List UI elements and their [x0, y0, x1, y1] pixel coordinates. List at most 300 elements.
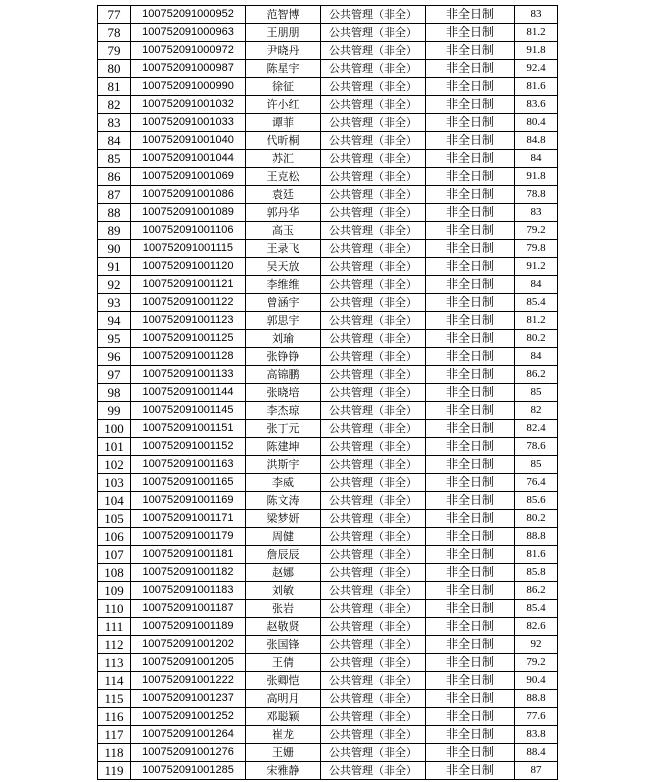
row-number-cell: 87	[98, 186, 131, 204]
candidate-name-cell: 赵娜	[246, 564, 321, 582]
candidate-id-cell: 100752091001179	[131, 528, 246, 546]
major-cell: 公共管理（非全）	[321, 762, 426, 780]
major-cell: 公共管理（非全）	[321, 690, 426, 708]
study-mode-cell: 非全日制	[426, 384, 515, 402]
row-number-cell: 77	[98, 6, 131, 24]
score-cell: 84	[515, 348, 558, 366]
candidate-name-cell: 王朋朋	[246, 24, 321, 42]
row-number-cell: 96	[98, 348, 131, 366]
score-cell: 80.4	[515, 114, 558, 132]
major-cell: 公共管理（非全）	[321, 456, 426, 474]
row-number-cell: 97	[98, 366, 131, 384]
major-cell: 公共管理（非全）	[321, 258, 426, 276]
row-number-cell: 88	[98, 204, 131, 222]
candidate-name-cell: 张晓培	[246, 384, 321, 402]
row-number-cell: 90	[98, 240, 131, 258]
row-number-cell: 118	[98, 744, 131, 762]
candidate-id-cell: 100752091001120	[131, 258, 246, 276]
score-cell: 90.4	[515, 672, 558, 690]
study-mode-cell: 非全日制	[426, 240, 515, 258]
table-row	[98, 672, 558, 690]
score-cell: 86.2	[515, 582, 558, 600]
score-cell: 84	[515, 276, 558, 294]
candidate-id-cell: 100752091001123	[131, 312, 246, 330]
row-number-cell: 111	[98, 618, 131, 636]
major-cell: 公共管理（非全）	[321, 438, 426, 456]
candidate-name-cell: 高玉	[246, 222, 321, 240]
study-mode-cell: 非全日制	[426, 402, 515, 420]
table-row	[98, 726, 558, 744]
table-row	[98, 420, 558, 438]
score-cell: 79.8	[515, 240, 558, 258]
candidate-name-cell: 宋雅静	[246, 762, 321, 780]
score-cell: 87	[515, 762, 558, 780]
score-cell: 83.8	[515, 726, 558, 744]
major-cell: 公共管理（非全）	[321, 60, 426, 78]
candidate-name-cell: 高明月	[246, 690, 321, 708]
row-number-cell: 115	[98, 690, 131, 708]
candidate-name-cell: 王克松	[246, 168, 321, 186]
table-row	[98, 582, 558, 600]
candidate-name-cell: 张铮铮	[246, 348, 321, 366]
table-row	[98, 492, 558, 510]
candidate-id-cell: 100752091001285	[131, 762, 246, 780]
major-cell: 公共管理（非全）	[321, 420, 426, 438]
candidate-name-cell: 邓聪颖	[246, 708, 321, 726]
study-mode-cell: 非全日制	[426, 366, 515, 384]
candidate-name-cell: 周健	[246, 528, 321, 546]
row-number-cell: 81	[98, 78, 131, 96]
table-row	[98, 78, 558, 96]
major-cell: 公共管理（非全）	[321, 492, 426, 510]
table-row	[98, 762, 558, 780]
study-mode-cell: 非全日制	[426, 222, 515, 240]
study-mode-cell: 非全日制	[426, 708, 515, 726]
row-number-cell: 107	[98, 546, 131, 564]
candidate-name-cell: 谭菲	[246, 114, 321, 132]
candidate-name-cell: 王倩	[246, 654, 321, 672]
study-mode-cell: 非全日制	[426, 186, 515, 204]
study-mode-cell: 非全日制	[426, 528, 515, 546]
candidate-name-cell: 曾涵宇	[246, 294, 321, 312]
table-row	[98, 240, 558, 258]
score-cell: 85.4	[515, 600, 558, 618]
table-row	[98, 456, 558, 474]
major-cell: 公共管理（非全）	[321, 132, 426, 150]
row-number-cell: 103	[98, 474, 131, 492]
row-number-cell: 119	[98, 762, 131, 780]
candidate-id-cell: 100752091001144	[131, 384, 246, 402]
candidate-id-cell: 100752091001189	[131, 618, 246, 636]
study-mode-cell: 非全日制	[426, 510, 515, 528]
candidate-name-cell: 赵敬贤	[246, 618, 321, 636]
major-cell: 公共管理（非全）	[321, 528, 426, 546]
study-mode-cell: 非全日制	[426, 744, 515, 762]
candidate-id-cell: 100752091001069	[131, 168, 246, 186]
table-row	[98, 636, 558, 654]
row-number-cell: 89	[98, 222, 131, 240]
candidate-id-cell: 100752091001152	[131, 438, 246, 456]
major-cell: 公共管理（非全）	[321, 510, 426, 528]
candidate-name-cell: 尹晓丹	[246, 42, 321, 60]
score-cell: 88.8	[515, 528, 558, 546]
study-mode-cell: 非全日制	[426, 546, 515, 564]
major-cell: 公共管理（非全）	[321, 546, 426, 564]
study-mode-cell: 非全日制	[426, 150, 515, 168]
score-cell: 85.6	[515, 492, 558, 510]
row-number-cell: 102	[98, 456, 131, 474]
major-cell: 公共管理（非全）	[321, 600, 426, 618]
score-cell: 88.4	[515, 744, 558, 762]
candidate-id-cell: 100752091001202	[131, 636, 246, 654]
major-cell: 公共管理（非全）	[321, 636, 426, 654]
table-row	[98, 564, 558, 582]
score-cell: 81.2	[515, 312, 558, 330]
score-cell: 88.8	[515, 690, 558, 708]
candidate-name-cell: 袁廷	[246, 186, 321, 204]
score-cell: 85.4	[515, 294, 558, 312]
table-row	[98, 618, 558, 636]
score-cell: 80.2	[515, 510, 558, 528]
study-mode-cell: 非全日制	[426, 312, 515, 330]
major-cell: 公共管理（非全）	[321, 474, 426, 492]
study-mode-cell: 非全日制	[426, 600, 515, 618]
candidate-name-cell: 许小红	[246, 96, 321, 114]
candidate-id-cell: 100752091001128	[131, 348, 246, 366]
candidate-id-cell: 100752091001264	[131, 726, 246, 744]
row-number-cell: 104	[98, 492, 131, 510]
row-number-cell: 83	[98, 114, 131, 132]
study-mode-cell: 非全日制	[426, 672, 515, 690]
table-row	[98, 330, 558, 348]
table-row	[98, 168, 558, 186]
major-cell: 公共管理（非全）	[321, 78, 426, 96]
major-cell: 公共管理（非全）	[321, 402, 426, 420]
major-cell: 公共管理（非全）	[321, 42, 426, 60]
candidate-id-cell: 100752091001252	[131, 708, 246, 726]
score-cell: 82.4	[515, 420, 558, 438]
candidate-name-cell: 张国锋	[246, 636, 321, 654]
candidate-name-cell: 刘敏	[246, 582, 321, 600]
score-cell: 77.6	[515, 708, 558, 726]
score-cell: 83	[515, 204, 558, 222]
candidate-name-cell: 苏汇	[246, 150, 321, 168]
row-number-cell: 78	[98, 24, 131, 42]
study-mode-cell: 非全日制	[426, 618, 515, 636]
major-cell: 公共管理（非全）	[321, 366, 426, 384]
candidate-name-cell: 洪斯宇	[246, 456, 321, 474]
score-cell: 84.8	[515, 132, 558, 150]
major-cell: 公共管理（非全）	[321, 204, 426, 222]
major-cell: 公共管理（非全）	[321, 312, 426, 330]
table-row	[98, 708, 558, 726]
major-cell: 公共管理（非全）	[321, 96, 426, 114]
candidate-name-cell: 郭丹华	[246, 204, 321, 222]
major-cell: 公共管理（非全）	[321, 708, 426, 726]
score-cell: 78.6	[515, 438, 558, 456]
candidate-name-cell: 李威	[246, 474, 321, 492]
candidate-name-cell: 梁梦妍	[246, 510, 321, 528]
table-row	[98, 276, 558, 294]
score-cell: 76.4	[515, 474, 558, 492]
candidate-name-cell: 王录飞	[246, 240, 321, 258]
row-number-cell: 105	[98, 510, 131, 528]
candidate-name-cell: 徐征	[246, 78, 321, 96]
table-row	[98, 690, 558, 708]
candidate-id-cell: 100752091000952	[131, 6, 246, 24]
table-row	[98, 348, 558, 366]
study-mode-cell: 非全日制	[426, 96, 515, 114]
table-row	[98, 744, 558, 762]
major-cell: 公共管理（非全）	[321, 618, 426, 636]
candidate-name-cell: 刘瑜	[246, 330, 321, 348]
study-mode-cell: 非全日制	[426, 492, 515, 510]
table-row	[98, 294, 558, 312]
study-mode-cell: 非全日制	[426, 258, 515, 276]
major-cell: 公共管理（非全）	[321, 726, 426, 744]
row-number-cell: 91	[98, 258, 131, 276]
candidate-id-cell: 100752091000972	[131, 42, 246, 60]
candidate-id-cell: 100752091001133	[131, 366, 246, 384]
study-mode-cell: 非全日制	[426, 690, 515, 708]
candidate-id-cell: 100752091001089	[131, 204, 246, 222]
major-cell: 公共管理（非全）	[321, 276, 426, 294]
candidate-id-cell: 100752091001169	[131, 492, 246, 510]
row-number-cell: 86	[98, 168, 131, 186]
row-number-cell: 108	[98, 564, 131, 582]
candidate-name-cell: 崔龙	[246, 726, 321, 744]
candidate-name-cell: 陈星宇	[246, 60, 321, 78]
row-number-cell: 116	[98, 708, 131, 726]
major-cell: 公共管理（非全）	[321, 582, 426, 600]
score-cell: 85	[515, 384, 558, 402]
study-mode-cell: 非全日制	[426, 456, 515, 474]
major-cell: 公共管理（非全）	[321, 186, 426, 204]
major-cell: 公共管理（非全）	[321, 330, 426, 348]
table-row	[98, 312, 558, 330]
row-number-cell: 113	[98, 654, 131, 672]
candidate-id-cell: 100752091000987	[131, 60, 246, 78]
candidate-id-cell: 100752091001040	[131, 132, 246, 150]
candidate-name-cell: 张岩	[246, 600, 321, 618]
row-number-cell: 106	[98, 528, 131, 546]
row-number-cell: 93	[98, 294, 131, 312]
table-row	[98, 60, 558, 78]
major-cell: 公共管理（非全）	[321, 348, 426, 366]
table-row	[98, 42, 558, 60]
major-cell: 公共管理（非全）	[321, 6, 426, 24]
study-mode-cell: 非全日制	[426, 276, 515, 294]
candidate-name-cell: 郭思宇	[246, 312, 321, 330]
study-mode-cell: 非全日制	[426, 114, 515, 132]
candidate-id-cell: 100752091001106	[131, 222, 246, 240]
study-mode-cell: 非全日制	[426, 726, 515, 744]
table-row	[98, 438, 558, 456]
score-cell: 85.8	[515, 564, 558, 582]
score-cell: 83	[515, 6, 558, 24]
row-number-cell: 117	[98, 726, 131, 744]
candidate-id-cell: 100752091001151	[131, 420, 246, 438]
study-mode-cell: 非全日制	[426, 168, 515, 186]
candidate-name-cell: 李维维	[246, 276, 321, 294]
candidate-id-cell: 100752091001237	[131, 690, 246, 708]
candidate-id-cell: 100752091001165	[131, 474, 246, 492]
study-mode-cell: 非全日制	[426, 78, 515, 96]
candidate-id-cell: 100752091001086	[131, 186, 246, 204]
table-row	[98, 384, 558, 402]
candidate-name-cell: 范智博	[246, 6, 321, 24]
table-row	[98, 6, 558, 24]
candidate-name-cell: 张卿恺	[246, 672, 321, 690]
candidate-name-cell: 吴天放	[246, 258, 321, 276]
score-cell: 79.2	[515, 654, 558, 672]
score-cell: 92	[515, 636, 558, 654]
row-number-cell: 110	[98, 600, 131, 618]
candidate-name-cell: 詹辰辰	[246, 546, 321, 564]
table-row	[98, 150, 558, 168]
candidate-id-cell: 100752091001125	[131, 330, 246, 348]
score-cell: 82.6	[515, 618, 558, 636]
candidate-id-cell: 100752091001182	[131, 564, 246, 582]
major-cell: 公共管理（非全）	[321, 114, 426, 132]
row-number-cell: 84	[98, 132, 131, 150]
study-mode-cell: 非全日制	[426, 564, 515, 582]
table-body	[98, 6, 558, 780]
study-mode-cell: 非全日制	[426, 6, 515, 24]
table-row	[98, 654, 558, 672]
study-mode-cell: 非全日制	[426, 582, 515, 600]
study-mode-cell: 非全日制	[426, 42, 515, 60]
candidate-id-cell: 100752091000990	[131, 78, 246, 96]
table-row	[98, 546, 558, 564]
table-row	[98, 474, 558, 492]
row-number-cell: 101	[98, 438, 131, 456]
table-row	[98, 132, 558, 150]
row-number-cell: 95	[98, 330, 131, 348]
candidate-id-cell: 100752091001222	[131, 672, 246, 690]
candidate-id-cell: 100752091001122	[131, 294, 246, 312]
table-row	[98, 366, 558, 384]
row-number-cell: 85	[98, 150, 131, 168]
row-number-cell: 114	[98, 672, 131, 690]
major-cell: 公共管理（非全）	[321, 240, 426, 258]
table-row	[98, 96, 558, 114]
candidate-id-cell: 100752091001044	[131, 150, 246, 168]
table-row	[98, 258, 558, 276]
candidate-id-cell: 100752091001145	[131, 402, 246, 420]
score-cell: 81.6	[515, 78, 558, 96]
study-mode-cell: 非全日制	[426, 24, 515, 42]
candidate-name-cell: 高锦鹏	[246, 366, 321, 384]
study-mode-cell: 非全日制	[426, 60, 515, 78]
candidate-id-cell: 100752091001163	[131, 456, 246, 474]
row-number-cell: 80	[98, 60, 131, 78]
study-mode-cell: 非全日制	[426, 438, 515, 456]
row-number-cell: 100	[98, 420, 131, 438]
study-mode-cell: 非全日制	[426, 132, 515, 150]
major-cell: 公共管理（非全）	[321, 24, 426, 42]
table-row	[98, 600, 558, 618]
table-row	[98, 24, 558, 42]
study-mode-cell: 非全日制	[426, 348, 515, 366]
major-cell: 公共管理（非全）	[321, 384, 426, 402]
table-row	[98, 528, 558, 546]
candidate-name-cell: 陈文涛	[246, 492, 321, 510]
major-cell: 公共管理（非全）	[321, 744, 426, 762]
major-cell: 公共管理（非全）	[321, 150, 426, 168]
table-row	[98, 186, 558, 204]
score-cell: 91.8	[515, 42, 558, 60]
score-cell: 79.2	[515, 222, 558, 240]
candidate-id-cell: 100752091001115	[131, 240, 246, 258]
table-row	[98, 402, 558, 420]
study-mode-cell: 非全日制	[426, 330, 515, 348]
score-cell: 83.6	[515, 96, 558, 114]
table-row	[98, 114, 558, 132]
table-row	[98, 510, 558, 528]
row-number-cell: 94	[98, 312, 131, 330]
row-number-cell: 79	[98, 42, 131, 60]
major-cell: 公共管理（非全）	[321, 222, 426, 240]
candidate-name-cell: 张丁元	[246, 420, 321, 438]
score-cell: 84	[515, 150, 558, 168]
study-mode-cell: 非全日制	[426, 294, 515, 312]
candidate-id-cell: 100752091001032	[131, 96, 246, 114]
study-mode-cell: 非全日制	[426, 420, 515, 438]
table-row	[98, 222, 558, 240]
score-cell: 91.8	[515, 168, 558, 186]
score-cell: 92.4	[515, 60, 558, 78]
score-cell: 91.2	[515, 258, 558, 276]
candidate-id-cell: 100752091001181	[131, 546, 246, 564]
row-number-cell: 112	[98, 636, 131, 654]
study-mode-cell: 非全日制	[426, 636, 515, 654]
candidate-name-cell: 李杰琼	[246, 402, 321, 420]
candidate-name-cell: 陈建坤	[246, 438, 321, 456]
row-number-cell: 92	[98, 276, 131, 294]
candidate-id-cell: 100752091000963	[131, 24, 246, 42]
candidate-id-cell: 100752091001183	[131, 582, 246, 600]
candidate-name-cell: 王姗	[246, 744, 321, 762]
row-number-cell: 99	[98, 402, 131, 420]
row-number-cell: 82	[98, 96, 131, 114]
major-cell: 公共管理（非全）	[321, 564, 426, 582]
candidate-id-cell: 100752091001187	[131, 600, 246, 618]
study-mode-cell: 非全日制	[426, 762, 515, 780]
major-cell: 公共管理（非全）	[321, 168, 426, 186]
score-cell: 80.2	[515, 330, 558, 348]
candidate-id-cell: 100752091001205	[131, 654, 246, 672]
study-mode-cell: 非全日制	[426, 474, 515, 492]
major-cell: 公共管理（非全）	[321, 294, 426, 312]
major-cell: 公共管理（非全）	[321, 654, 426, 672]
score-cell: 86.2	[515, 366, 558, 384]
candidate-name-cell: 代昕桐	[246, 132, 321, 150]
score-cell: 78.8	[515, 186, 558, 204]
row-number-cell: 98	[98, 384, 131, 402]
candidate-id-cell: 100752091001171	[131, 510, 246, 528]
study-mode-cell: 非全日制	[426, 654, 515, 672]
candidate-id-cell: 100752091001033	[131, 114, 246, 132]
candidate-id-cell: 100752091001121	[131, 276, 246, 294]
major-cell: 公共管理（非全）	[321, 672, 426, 690]
score-cell: 82	[515, 402, 558, 420]
score-cell: 81.6	[515, 546, 558, 564]
table-row	[98, 204, 558, 222]
study-mode-cell: 非全日制	[426, 204, 515, 222]
score-cell: 85	[515, 456, 558, 474]
row-number-cell: 109	[98, 582, 131, 600]
